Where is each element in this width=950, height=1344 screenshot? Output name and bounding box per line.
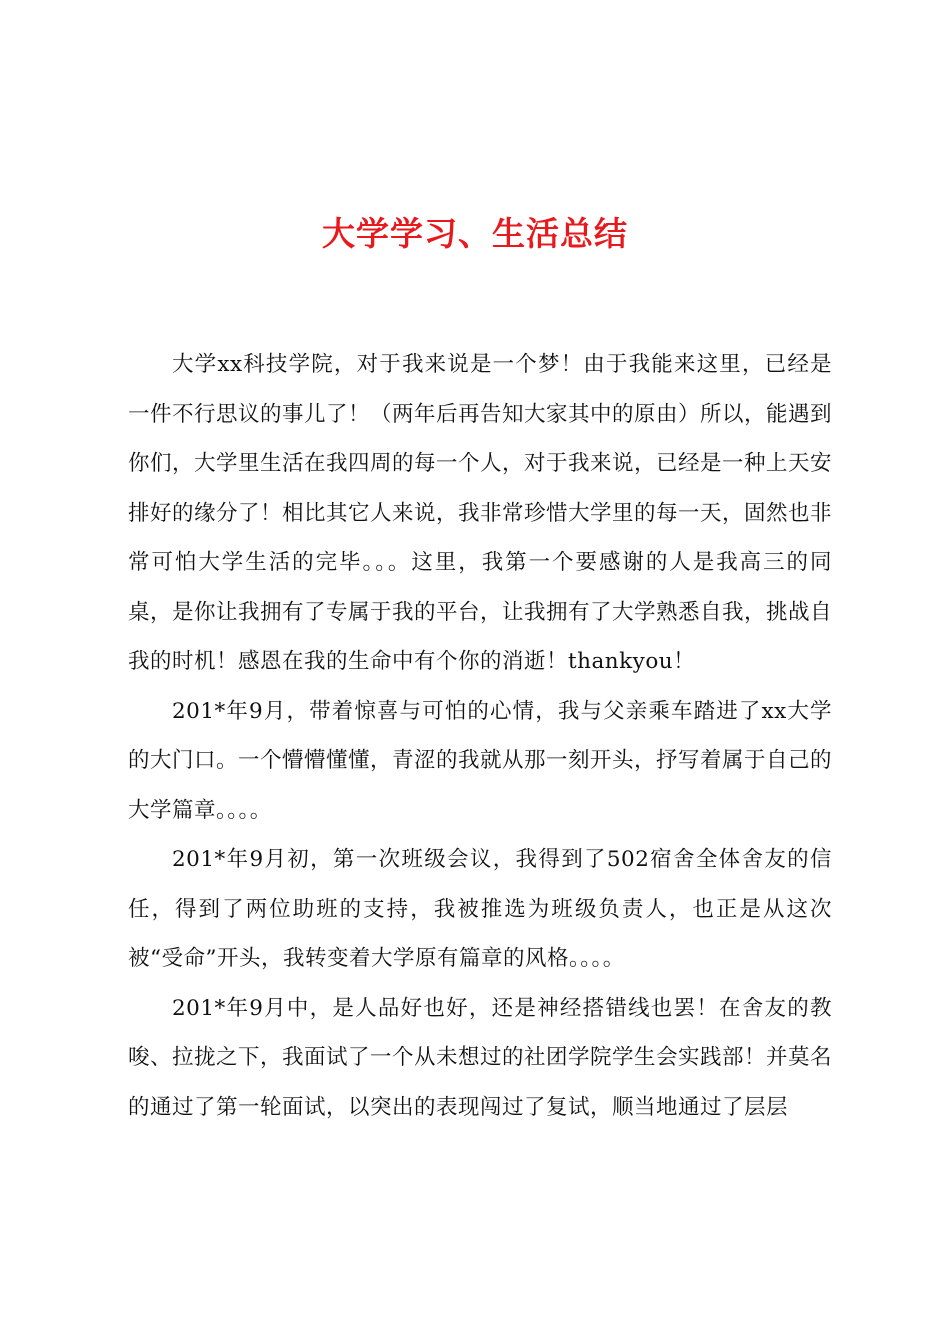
document-body	[128, 340, 832, 1132]
document-title: 大学学习、生活总结	[322, 214, 628, 253]
paragraph-2: 201*年9月，带着惊喜与可怕的心情，我与父亲乘车踏进了xx大学的大门口。一个懵懵懂懂，青涩的我就从那一刻开头，抒写着属于自己的大学篇章。。。。	[128, 698, 833, 823]
paragraph-1: 大学xx科技学院，对于我来说是一个梦！由于我能来这里，已经是一件不行思议的事儿了！（两年后再告知大家其中的原由）所以，能遇到你们，大学里生活在我四周的每一个人，对于我来说，已经是一种上天安排好的缘分了！相比其它人来说，我非常珍惜大学里的每一天，固然也非常可怕大学生活的完毕。。。这里，我第一个要感谢的人是我高三的同桌，是你让我拥有了专属于我的平台，让我拥有了大学熟悉自我，挑战自我的时机！感恩在我的生命中有个你的消逝！thankyou！	[128, 352, 833, 674]
paragraph-4: 201*年9月中，是人品好也好，还是神经搭错线也罢！在舍友的教唆、拉拢之下，我面试了一个从未想过的社团学院学生会实践部！并莫名的通过了第一轮面试，以突出的表现闯过了复试，顺当地通过了层层	[128, 995, 833, 1120]
paragraph-3: 201*年9月初，第一次班级会议，我得到了502宿舍全体舍友的信任，得到了两位助班的支持，我被推选为班级负责人，也正是从这次被“受命”开头，我转变着大学原有篇章的风格。。。。	[128, 847, 832, 971]
